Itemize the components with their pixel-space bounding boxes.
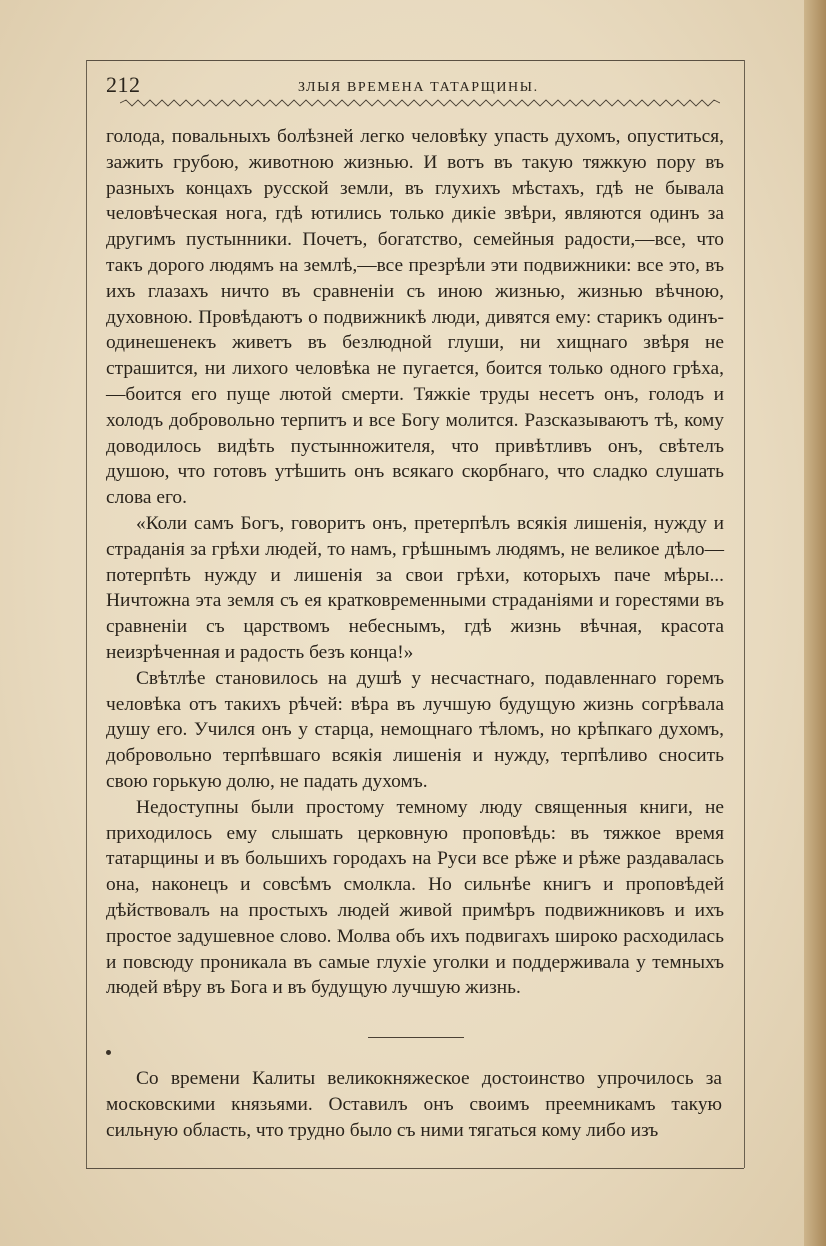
frame-right-rule: [744, 60, 745, 1168]
header-ornament-rule: [120, 99, 720, 107]
paragraph: Со времени Калиты великокняжеское достоинство упрочилось за московскими князьями. Оставилъ онъ своимъ преемникамъ такую сильную область, что трудно было съ ними тягаться кому либо изъ: [106, 1068, 722, 1141]
section-text: [106, 1066, 722, 1144]
paragraph: «Коли самъ Богъ, говоритъ онъ, претерпѣлъ всякія лишенія, нужду и страданія за грѣхи людей, то намъ, грѣшнымъ людямъ, не великое дѣло—потерпѣть нужду и лишенія за свои грѣхи, которыхъ паче мѣры... Ничтожна эта земля съ ея кратковременными страданіями и горестями въ сравненіи съ царствомъ небеснымъ, гдѣ жизнь вѣчная, красота неизрѣченная и радость безъ конца!»: [106, 512, 724, 663]
running-head: ЗЛЫЯ ВРЕМЕНА ТАТАРЩИНЫ.: [298, 80, 539, 95]
paragraph: Недоступны были простому темному люду священныя книги, не приходилось ему слышать церковную проповѣдь: въ тяжкое время татарщины и въ большихъ городахъ на Руси все рѣже и рѣже раздавалась она, наконецъ и совсѣмъ смолкла. Но сильнѣе книгъ и проповѣдей дѣйствовалъ на простыхъ людей живой примѣръ подвижниковъ и ихъ простое задушевное слово. Молва объ ихъ подвигахъ широко расходилась и повсюду проникала въ самые глухіе уголки и поддерживала у темныхъ людей вѣру въ Бога и въ будущую лучшую жизнь.: [106, 796, 724, 999]
frame-bottom-rule: [86, 1168, 744, 1169]
frame-top-rule: [86, 60, 744, 61]
ink-dot: [106, 1050, 111, 1055]
frame-left-rule: [86, 60, 87, 1168]
page-header: [106, 72, 722, 102]
paragraph: Свѣтлѣе становилось на душѣ у несчастнаго, подавленнаго горемъ человѣка отъ такихъ рѣчей: вѣра въ лучшую будущую жизнь согрѣвала душу его. Учился онъ у старца, немощнаго тѣломъ, но крѣпкаго духомъ, добровольно терпѣвшаго всякія лишенія и нужду, терпѣливо сносить свою горькую долю, не падать духомъ.: [106, 667, 724, 792]
book-edge: [804, 0, 826, 1246]
main-text: [106, 124, 724, 1001]
page-number: 212: [106, 72, 141, 97]
paragraph: голода, повальныхъ болѣзней легко человѣку упасть духомъ, опуститься, зажить грубою, животною жизнью. И вотъ въ такую тяжкую пору въ разныхъ концахъ русской земли, въ глухихъ мѣстахъ, гдѣ не бывала человѣческая нога, гдѣ ютились только дикіе звѣри, являются одинъ за другимъ пустынники. Почетъ, богатство, семейныя радости,—все, что такъ дорого людямъ на землѣ,—все презрѣли эти подвижники: все это, въ ихъ глазахъ ничто въ сравненіи съ иною жизнью, жизнью вѣчною, духовною. Провѣдаютъ о подвижникѣ люди, дивятся ему: старикъ одинъ-одинешенекъ живетъ въ безлюдной глуши, ни хищнаго звѣря не страшится, ни лихого человѣка не пугается, боится только одного грѣха,—боится его пуще лютой смерти. Тяжкіе труды несетъ онъ, голодъ и холодъ добровольно терпитъ и все Богу молится. Разсказываютъ тѣ, кому доводилось видѣть пустынножителя, что привѣтливъ онъ, свѣтелъ душою, что готовъ утѣшить онъ всякаго скорбнаго, что сладко слушать слова его.: [106, 126, 724, 509]
section-separator: [368, 1037, 464, 1038]
